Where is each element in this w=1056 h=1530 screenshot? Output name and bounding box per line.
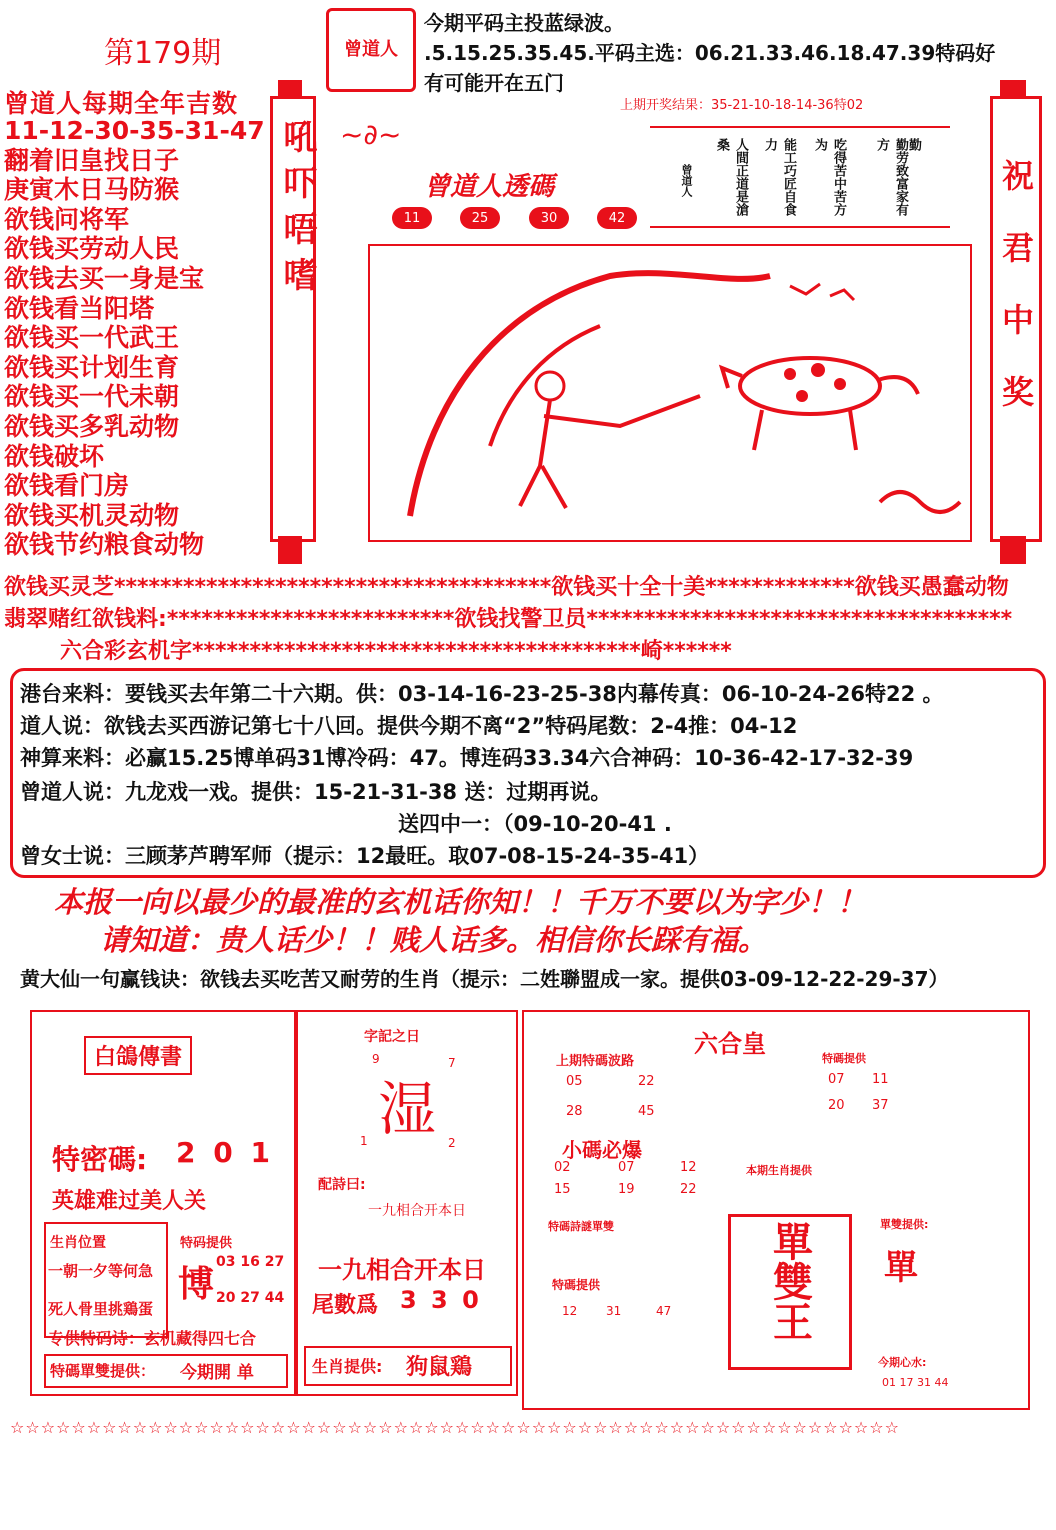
odd-even-label: 特碼單雙提供： [50, 1362, 156, 1380]
riddle-text: *************欲钱买愚蠢动物 [705, 575, 1009, 600]
lucky-ball: 30 [529, 207, 569, 229]
notice-line-3: 有可能开在五门 [424, 71, 564, 95]
poem-label: 配詩曰: [318, 1177, 366, 1193]
logo-stamp: 曾道人 [326, 8, 416, 92]
pigeon-title: 白鴿傳書 [84, 1036, 192, 1075]
poem-label: 特碼詩謎單雙 [548, 1220, 614, 1233]
riddle-text: 欲钱买灵芝 [4, 575, 115, 600]
zodiac-line-2: 死人骨里挑鶏蛋 [48, 1300, 154, 1318]
zodiac-provide-value: 狗鼠鶏 [406, 1355, 473, 1380]
list-item: 欲钱节约粮食动物 [4, 530, 205, 560]
big-char: 湿 [378, 1075, 437, 1143]
riddle-line-1 [4, 570, 1009, 601]
zodiac-provide-label: 生肖提供: [312, 1357, 383, 1376]
huang-daxian-line: 黄大仙一句赢钱诀：欲钱去买吃苦又耐劳的生肖（提示：二姓聯盟成一家。提供03-09-12-22-29-37） [20, 967, 949, 991]
provide-num: 31 [606, 1304, 622, 1318]
heart-water-nums: 01 17 31 44 [882, 1376, 949, 1389]
zodiac-line-1: 一朝一夕等何急 [48, 1262, 154, 1280]
motto-panel [650, 126, 950, 228]
slogan-line-2: 请知道：贵人话少！！贱人话多。相信你长踩有福。 [100, 923, 768, 957]
riddle-line-3 [60, 634, 732, 665]
small-num: 12 [680, 1160, 697, 1175]
list-item: 欲钱问将军 [4, 204, 130, 234]
motto-col: 勤 [906, 138, 921, 151]
lucky-ball: 11 [392, 207, 432, 229]
list-item: 欲钱破坏 [4, 441, 105, 471]
list-item: 欲钱看门房 [4, 471, 130, 501]
riddle-line-2 [4, 602, 1012, 633]
footer-stars: ☆☆☆☆☆☆☆☆☆☆☆☆☆☆☆☆☆☆☆☆☆☆☆☆☆☆☆☆☆☆☆☆☆☆☆☆☆☆☆☆☆☆☆☆☆☆☆☆☆☆☆☆☆☆☆☆☆☆ [10, 1418, 900, 1437]
info-line: 神算来料：必赢15.25博单码31博冷码：47。博连码33.34六合神码：10-36-42-17-32-39 [20, 746, 914, 770]
special-num: 11 [872, 1072, 889, 1087]
special-code-value: 2 0 1 [176, 1136, 274, 1169]
bo-row-2: 20 27 44 [216, 1290, 285, 1306]
wave-num: 28 [566, 1104, 583, 1119]
bo-label: 特码提供 [180, 1236, 233, 1251]
bo-row-1: 03 16 27 [216, 1254, 285, 1270]
provide-num: 12 [562, 1304, 578, 1318]
zodiac-label: 生肖位置 [50, 1235, 106, 1251]
left-riddle-list [4, 116, 265, 560]
issue-number: 第179期 [104, 36, 222, 71]
special-num: 07 [828, 1072, 845, 1087]
hunter-illustration [370, 246, 970, 540]
dragon-icon: ~∂~ [340, 118, 402, 151]
wave-label: 上期特碼波路 [556, 1054, 635, 1069]
motto-col: 曾道人 [680, 164, 693, 197]
wave-num: 45 [638, 1104, 655, 1119]
riddle-text: **************************************欲钱买十全十美 [114, 575, 706, 600]
bo-char: 博 [178, 1264, 215, 1305]
riddle-text: 六合彩玄机字 [60, 639, 193, 664]
lucky-ball: 25 [460, 207, 500, 229]
scroll-right-text: 祝君中奖 [997, 159, 1035, 447]
riddle-text: 翡翠赌红欲钱料: [4, 607, 167, 632]
char-header: 字記之日 [364, 1029, 420, 1045]
zodiac-mid-text: 本期生肖提供 [746, 1164, 812, 1177]
list-item: 欲钱买劳动人民 [4, 234, 180, 264]
motto-col: 人間正道是滄桑 [714, 138, 748, 216]
motto-col: 勤劳致富家有方 [874, 138, 908, 216]
scroll-rod-bottom-left [278, 536, 302, 564]
yearly-numbers: 11-12-30-35-31-47 [4, 116, 265, 145]
tail-value: 3 3 0 [400, 1286, 482, 1314]
info-line: 送四中一：（09-10-20-41 . [398, 812, 672, 836]
wave-num: 22 [638, 1074, 655, 1089]
slogan-line-1: 本报一向以最少的最准的玄机话你知！！千万不要以为字少！！ [54, 885, 867, 919]
list-item: 欲钱买一代未朝 [4, 382, 180, 412]
liuhe-title: 六合皇 [694, 1030, 766, 1058]
list-item: 欲钱买机灵动物 [4, 500, 180, 530]
yearly-title: 曾道人每期全年吉数 [4, 89, 239, 118]
small-num: 02 [554, 1160, 571, 1175]
special-poem: 专供特码诗：玄机藏得四七合 [48, 1329, 257, 1348]
provide-label: 特碼提供 [552, 1278, 601, 1292]
odd-even-king: 單雙王 [766, 1221, 813, 1341]
special-code-label: 特密碼: [52, 1143, 148, 1176]
scroll-right [990, 96, 1042, 542]
list-item: 欲钱去买一身是宝 [4, 263, 205, 293]
lucky-ball: 42 [597, 207, 637, 229]
notice-line-1: 今期平码主投蓝绿波。 [424, 11, 624, 35]
riddle-text: ***************************************崎 [192, 639, 663, 664]
corner-num: 2 [448, 1136, 456, 1150]
corner-num: 7 [448, 1056, 456, 1070]
top-notice [424, 8, 995, 98]
center-title: 曾道人透碼 [424, 172, 555, 202]
notice-line-2: .5.15.25.35.45.平码主选：06.21.33.46.18.47.39特码好 [424, 41, 996, 65]
last-result: 上期开奖结果：35-21-10-18-14-36特02 [620, 98, 864, 113]
motto-col: 吃得苦中苦方为 [812, 138, 846, 216]
small-num: 19 [618, 1182, 635, 1197]
motto-col: 能工巧匠自食力 [762, 138, 796, 216]
special-provide-label: 特碼提供 [822, 1052, 866, 1065]
list-item: 欲钱买多乳动物 [4, 411, 180, 441]
corner-num: 9 [372, 1052, 380, 1066]
scroll-rod-bottom-right [1000, 536, 1026, 564]
riddle-text: *************************欲钱找警卫员 [166, 607, 587, 632]
hero-phrase: 英雄难过美人关 [52, 1189, 207, 1214]
odd-even-value: 今期開 单 [180, 1363, 254, 1383]
poem-big: 一九相合开本日 [318, 1256, 486, 1284]
info-line: 港台来料：要钱买去年第二十六期。供：03-14-16-23-25-38内幕传真：06-10-24-26特22 。 [20, 682, 944, 706]
info-line: 道人说：欲钱去买西游记第七十八回。提供今期不离“2”特码尾数：2-4推：04-12 [20, 714, 798, 738]
special-num: 20 [828, 1098, 845, 1113]
special-num: 37 [872, 1098, 889, 1113]
small-num: 22 [680, 1182, 697, 1197]
illustration-frame [368, 244, 972, 542]
heart-water-label: 今期心水: [878, 1356, 927, 1369]
info-line: 曾女士说：三顾茅芦聘军师（提示：12最旺。取07-08-15-24-35-41） [20, 844, 710, 868]
scroll-left [270, 96, 316, 542]
odd-even-king-box [728, 1214, 852, 1370]
small-num: 15 [554, 1182, 571, 1197]
odd-even-provide-char: 單 [884, 1248, 918, 1288]
odd-even-provide-label: 單雙提供: [880, 1218, 929, 1231]
scroll-left-text: 吼吓唔嗜 [277, 119, 317, 303]
riddle-text: ************************************* [586, 607, 1013, 632]
poem-small: 一九相合开本日 [368, 1203, 466, 1219]
riddle-text: ****** [662, 639, 732, 664]
corner-num: 1 [360, 1134, 368, 1148]
list-item: 欲钱买计划生育 [4, 352, 180, 382]
info-line: 曾道人说：九龙戏一戏。提供：15-21-31-38 送：过期再说。 [20, 780, 612, 804]
provide-num: 47 [656, 1304, 672, 1318]
list-item: 翻着旧皇找日子 [4, 145, 180, 175]
small-num: 07 [618, 1160, 635, 1175]
wave-num: 05 [566, 1074, 583, 1089]
small-code-label: 小碼必爆 [562, 1138, 642, 1162]
list-item: 庚寅木日马防猴 [4, 175, 180, 205]
tail-label: 尾數爲 [312, 1293, 379, 1318]
list-item: 欲钱买一代武王 [4, 323, 180, 353]
list-item: 欲钱看当阳塔 [4, 293, 155, 323]
